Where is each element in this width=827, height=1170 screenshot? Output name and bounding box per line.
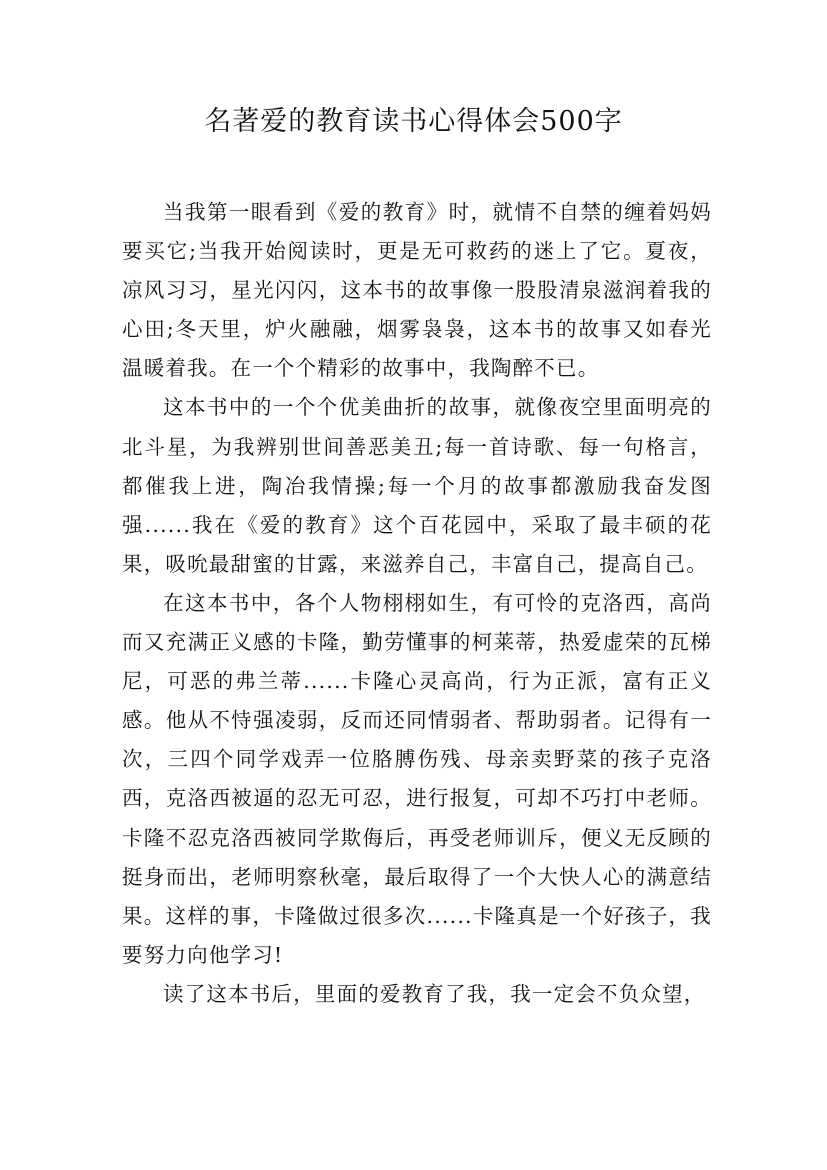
body-text — [122, 193, 712, 1014]
paragraph-4: 读了这本书后，里面的爱教育了我，我一定会不负众望， — [163, 981, 706, 1006]
paragraph-3: 在这本书中，各个人物栩栩如生，有可怜的克洛西，高尚而又充满正义感的卡隆，勤劳懂事的柯莱蒂，热爱虚荣的瓦梯尼，可恶的弗兰蒂......卡隆心灵高尚，行为正派，富有正义感。他从不恃强凌弱，反而还同情弱者、帮助弱者。记得有一次，三四个同学戏弄一位胳膊伤残、母亲卖野菜的孩子克洛西，克洛西被逼的忍无可忍，进行报复，可却不巧打中老师。卡隆不忍克洛西被同学欺侮后，再受老师训斥，便义无反顾的挺身而出，老师明察秋毫，最后取得了一个大快人心的满意结果。这样的事，卡隆做过很多次......卡隆真是一个好孩子，我要努力向他学习! — [122, 590, 712, 967]
paragraph-2: 这本书中的一个个优美曲折的故事，就像夜空里面明亮的北斗星，为我辨别世间善恶美丑;每一首诗歌、每一句格言，都催我上进，陶冶我情操;每一个月的故事都激励我奋发图强......我在《爱的教育》这个百花园中，采取了最丰硕的花果，吸吮最甜蜜的甘露，来滋养自己，丰富自己，提高自己。 — [122, 395, 712, 576]
paragraph-1: 当我第一眼看到《爱的教育》时，就情不自禁的缠着妈妈要买它;当我开始阅读时，更是无可救药的迷上了它。夏夜，凉风习习，星光闪闪，这本书的故事像一股股清泉滋润着我的心田;冬天里，炉火融融，烟雾袅袅，这本书的故事又如春光温暖着我。在一个个精彩的故事中，我陶醉不已。 — [122, 200, 712, 381]
page-title: 名著爱的教育读书心得体会500字 — [204, 106, 623, 137]
